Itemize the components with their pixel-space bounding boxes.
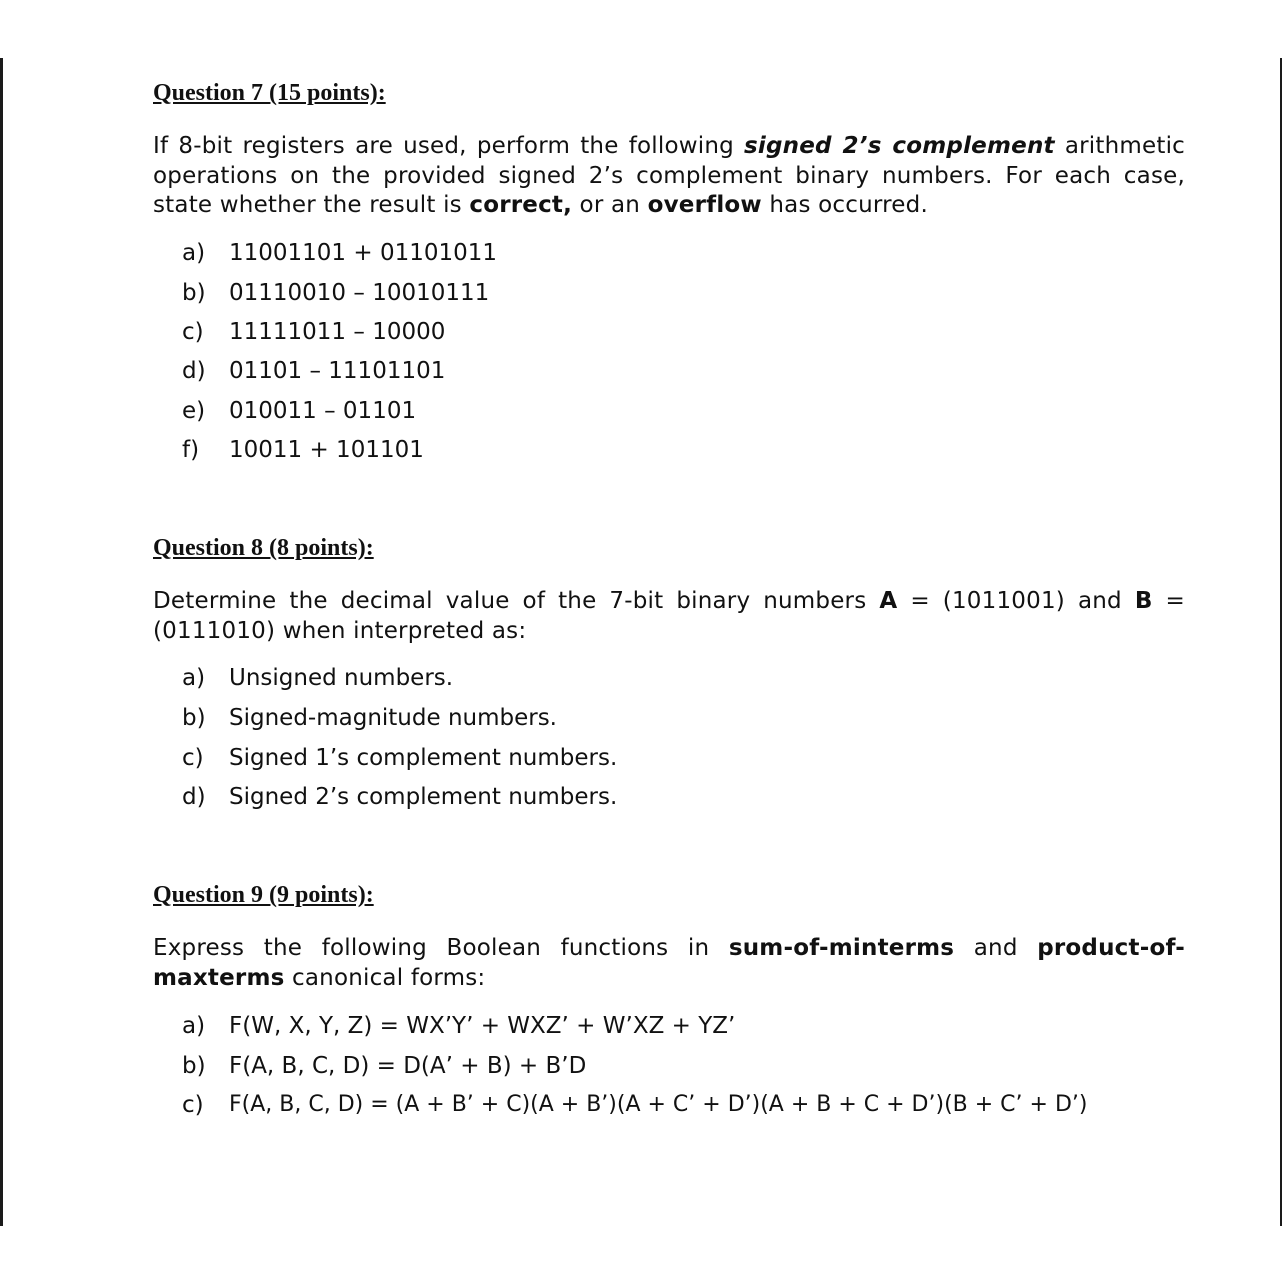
item-label: a) [182, 665, 206, 691]
item-label: f) [182, 437, 200, 463]
item-expression: F(A, B, C, D) = D(A’ + B) + B’D [229, 1053, 587, 1079]
question-9-prompt [153, 934, 1185, 993]
q7-text-2: arithmetic operations on the provided signed 2’s complement binary numbers. For each case, state whether the result is [153, 133, 1186, 218]
item-label: e) [182, 398, 206, 424]
item-label: a) [182, 240, 206, 266]
question-8-prompt [153, 587, 1185, 646]
question-9-title: Question 9 (9 points): [153, 882, 374, 908]
item-expression: 01101 – 11101101 [229, 358, 446, 384]
item-expression: Unsigned numbers. [229, 665, 454, 691]
item-label: c) [182, 745, 204, 771]
question-7-title: Question 7 (15 points): [153, 80, 386, 106]
q7-overflow: overflow [647, 192, 762, 218]
item-expression: Signed 2’s complement numbers. [229, 784, 618, 810]
q7-emphasis: signed 2’s complement [744, 133, 1055, 159]
q9-text-2: and [954, 935, 1038, 961]
item-label: b) [182, 1053, 206, 1079]
item-expression: 01110010 – 10010111 [229, 280, 490, 306]
item-label: d) [182, 784, 206, 810]
item-expression: Signed 1’s complement numbers. [229, 745, 618, 771]
item-label: d) [182, 358, 206, 384]
item-expression: F(A, B, C, D) = (A + B’ + C)(A + B’)(A + C’ + D’)(A + B + C + D’)(B + C’ + D’) [229, 1092, 1088, 1117]
q9-sum-of-minterms: sum-of-minterms [728, 935, 955, 961]
q9-product-of-maxterms: product-of-maxterms [153, 935, 1185, 991]
item-expression: Signed-magnitude numbers. [229, 705, 557, 731]
item-expression: 10011 + 101101 [229, 437, 424, 463]
question-8-title: Question 8 (8 points): [153, 535, 374, 561]
item-label: a) [182, 1013, 206, 1039]
q8-text-3: = (0111010) when interpreted as: [153, 588, 1185, 644]
q8-variable-b: B [1134, 588, 1153, 614]
page-edge-left [0, 58, 3, 1226]
q7-text-1: If 8-bit registers are used, perform the following [153, 133, 745, 159]
item-expression: 11111011 – 10000 [229, 319, 446, 345]
q8-variable-a: A [879, 588, 898, 614]
item-label: c) [182, 1092, 204, 1118]
item-label: b) [182, 705, 206, 731]
page-edge-right [1280, 58, 1282, 1226]
q9-text-1: Express the following Boolean functions in [153, 935, 729, 961]
q7-correct: correct, [469, 192, 573, 218]
item-label: c) [182, 319, 204, 345]
question-7-prompt [153, 132, 1185, 221]
q7-text-3: or an [572, 192, 648, 218]
item-expression: F(W, X, Y, Z) = WX’Y’ + WXZ’ + W’XZ + YZ’ [229, 1013, 736, 1039]
q7-text-4: has occurred. [761, 192, 928, 218]
q8-text-1: Determine the decimal value of the 7-bit binary numbers [153, 588, 880, 614]
item-expression: 11001101 + 01101011 [229, 240, 498, 266]
item-label: b) [182, 280, 206, 306]
item-expression: 010011 – 01101 [229, 398, 417, 424]
q9-text-3: canonical forms: [284, 964, 486, 991]
q8-text-2: = (1011001) and [897, 588, 1135, 614]
